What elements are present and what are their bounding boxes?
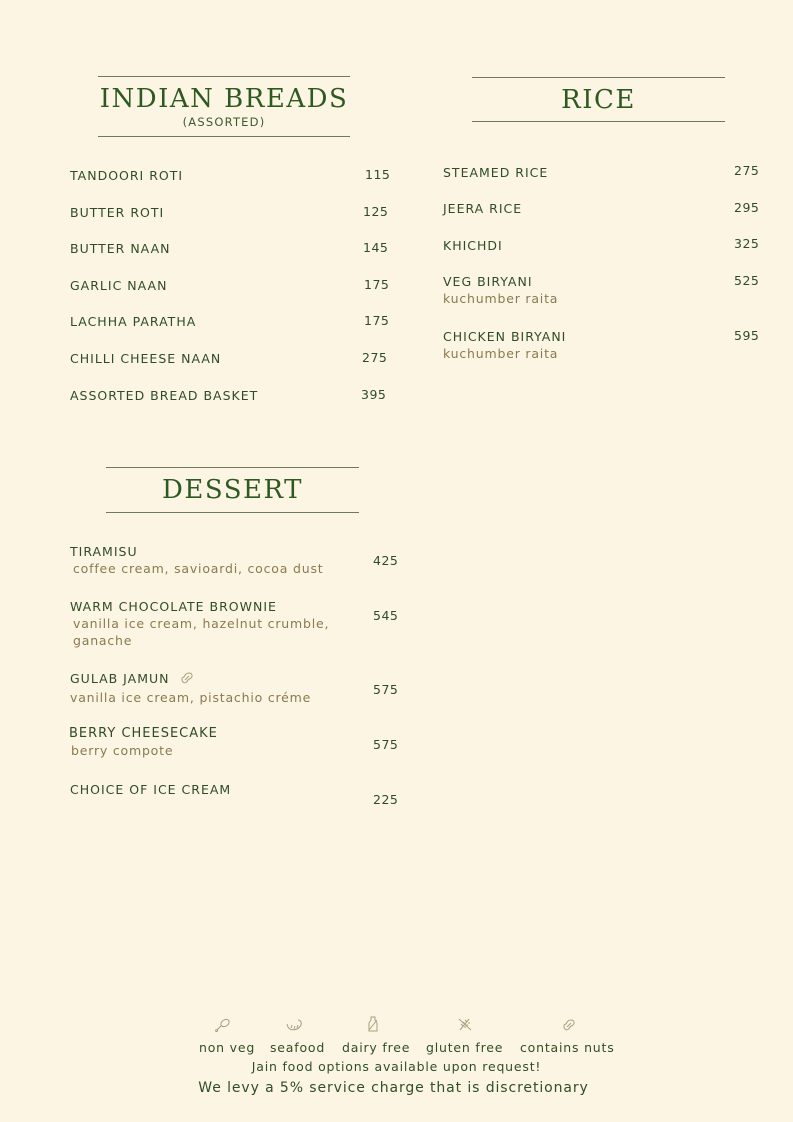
- shrimp-icon: [286, 1017, 304, 1036]
- menu-item: [70, 544, 323, 577]
- item-description: berry compote: [71, 743, 174, 758]
- item-price: 175: [364, 313, 390, 328]
- menu-item: [70, 314, 196, 329]
- menu-item: [70, 205, 164, 220]
- item-price: 115: [365, 167, 391, 182]
- legend-label-seafood: seafood: [270, 1040, 326, 1055]
- service-charge-note: We levy a 5% service charge that is discretionary: [198, 1080, 589, 1096]
- menu-item: [70, 599, 345, 649]
- item-name: JEERA RICE: [443, 201, 523, 216]
- item-price: 425: [373, 553, 399, 568]
- item-name: WARM CHOCOLATE BROWNIE: [70, 599, 277, 614]
- menu-item: [70, 671, 311, 706]
- heading-rule-bottom: [98, 136, 350, 137]
- menu-item: [70, 168, 183, 183]
- indian-breads-heading: [98, 76, 350, 137]
- menu-item: [443, 201, 522, 216]
- item-name: BUTTER ROTI: [70, 205, 165, 220]
- item-name: CHICKEN BIRYANI: [443, 329, 567, 344]
- menu-item: [443, 165, 548, 180]
- item-price: 295: [734, 200, 760, 215]
- legend-label-dairy-free: dairy free: [342, 1040, 411, 1055]
- item-price: 275: [362, 350, 388, 365]
- item-price: 595: [734, 328, 760, 343]
- heading-rule-top: [106, 467, 359, 468]
- item-price: 145: [363, 240, 389, 255]
- menu-item: [70, 782, 231, 797]
- item-price: 325: [734, 236, 760, 251]
- item-name: KHICHDI: [443, 238, 503, 253]
- item-price: 525: [734, 273, 760, 288]
- legend-label-gluten-free: gluten free: [426, 1040, 504, 1055]
- menu-item: [70, 278, 167, 293]
- item-name: ASSORTED BREAD BASKET: [70, 388, 259, 403]
- menu-item: [443, 238, 503, 253]
- item-price: 175: [364, 277, 390, 292]
- rice-title: RICE: [561, 85, 636, 115]
- item-name: STEAMED RICE: [443, 165, 549, 180]
- item-name: TANDOORI ROTI: [70, 168, 184, 183]
- drumstick-icon: [215, 1017, 231, 1036]
- item-price: 575: [373, 682, 399, 697]
- item-name: LACHHA PARATHA: [70, 314, 197, 329]
- item-price: 125: [363, 204, 389, 219]
- item-price: 275: [734, 163, 760, 178]
- item-description: coffee cream, savioardi, cocoa dust: [73, 561, 324, 576]
- heading-rule-top: [98, 76, 350, 77]
- wheat-icon: [457, 1016, 473, 1036]
- rice-heading: [472, 77, 725, 122]
- item-description: vanilla ice cream, pistachio créme: [70, 690, 312, 705]
- item-name: CHILLI CHEESE NAAN: [70, 351, 222, 366]
- item-price: 545: [373, 608, 399, 623]
- item-description: kuchumber raita: [443, 291, 559, 306]
- item-name: BERRY CHEESECAKE: [69, 726, 218, 741]
- menu-item: [70, 388, 258, 403]
- heading-rule-bottom: [106, 512, 359, 513]
- menu-item: [70, 351, 221, 366]
- indian-breads-title: INDIAN BREADS: [99, 84, 349, 114]
- heading-rule-bottom: [472, 121, 725, 122]
- item-price: 395: [361, 387, 387, 402]
- item-price: 575: [373, 737, 399, 752]
- indian-breads-subtitle: (ASSORTED): [182, 115, 266, 129]
- item-name: BUTTER NAAN: [70, 241, 171, 256]
- item-price: 225: [373, 792, 399, 807]
- jain-note: Jain food options available upon request!: [251, 1059, 542, 1074]
- item-name: TIRAMISU: [70, 544, 138, 559]
- item-description: vanilla ice cream, hazelnut crumble, ganache: [73, 616, 330, 648]
- legend-label-non-veg: non veg: [199, 1040, 256, 1055]
- dessert-heading: [106, 467, 359, 513]
- item-name: GULAB JAMUN: [70, 671, 170, 686]
- menu-item: [70, 241, 170, 256]
- item-description: kuchumber raita: [443, 346, 559, 361]
- milk-bottle-icon: [367, 1016, 379, 1036]
- heading-rule-top: [472, 77, 725, 78]
- menu-item: [443, 329, 566, 362]
- item-name-row: [70, 671, 311, 688]
- dessert-title: DESSERT: [162, 475, 303, 505]
- menu-item: [69, 726, 218, 759]
- nut-icon: [562, 1017, 576, 1036]
- item-name: VEG BIRYANI: [443, 274, 533, 289]
- nut-icon: [180, 671, 194, 688]
- menu-item: [443, 274, 558, 307]
- item-name: CHOICE OF ICE CREAM: [70, 782, 232, 797]
- legend-label-contains-nuts: contains nuts: [520, 1040, 615, 1055]
- item-name: GARLIC NAAN: [70, 278, 168, 293]
